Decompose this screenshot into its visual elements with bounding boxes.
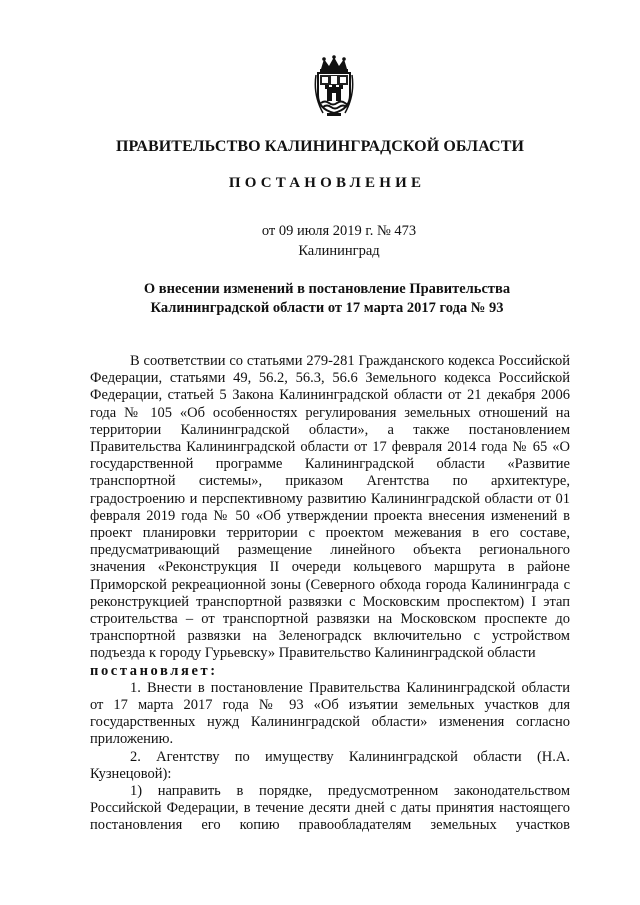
item-2-paragraph: 2. Агентству по имуществу Калининградской области (Н.А. Кузнецовой): (90, 748, 570, 782)
item-1-paragraph: 1. Внести в постановление Правительства Калининградской области от 17 марта 2017 года № 93 «Об изъятии земельных участков для государственных нужд Калининградской области» изменения согласно приложению. (90, 679, 570, 748)
preamble-text: В соответствии со статьями 279-281 Гражданского кодекса Российской Федерации, статьями 49, 56.2, 56.3, 56.6 Земельного кодекса Российской Федерации, статьей 5 Закона Калининградской области от 21 декабря 2006 года № 105 «Об особенностях регулирования земельных отношений на территории Калининградской области», а также постановлением Правительства Калининградской области от 17 февраля 2014 года № 65 «О государственной программе Калининградской области «Развитие транспортной системы», приказом Агентства по архитектуре, градостроению и перспективному развитию Калининградской области от 01 февраля 2019 года № 50 «Об утверждении проекта внесения изменений в проект планировки территории с проектом межевания в его составе, предусматривающий размещение линейного объекта регионального значения «Реконструкция II очереди кольцевого маршрута в районе Приморской рекреационной зоны (Северного обхода города Калининграда с реконструкцией транспортной развязки с Московским проспектом) I этап строительства – от транспортной развязки на Московском проспекте до транспортной развязки на Зеленоградск включительно с устройством подъезда к городу Гурьевску» Правительство Калининградской области (90, 353, 570, 662)
subject-line-2: Калининградской области от 17 марта 2017 года № 93 (150, 300, 504, 316)
government-title: ПРАВИТЕЛЬСТВО КАЛИНИНГРАДСКОЙ ОБЛАСТИ (115, 138, 525, 155)
resolves-word: постановляет: (90, 662, 218, 679)
city: Калининград (298, 243, 380, 259)
document-meta (0, 221, 640, 261)
document-subject (0, 280, 640, 318)
preamble-paragraph (90, 353, 570, 680)
item-2-1-paragraph: 1) направить в порядке, предусмотренном законодательством Российской Федерации, в течение десяти дней с даты принятия настоящего постановления его копию правообладателям земельных участков (90, 783, 570, 834)
coat-of-arms-icon (313, 55, 355, 117)
document-type: ПОСТАНОВЛЕНИЕ (228, 175, 426, 191)
document-body (90, 353, 570, 835)
date-number: от 09 июля 2019 г. № 473 (261, 223, 417, 239)
subject-line-1: О внесении изменений в постановление Правительства (143, 281, 511, 297)
